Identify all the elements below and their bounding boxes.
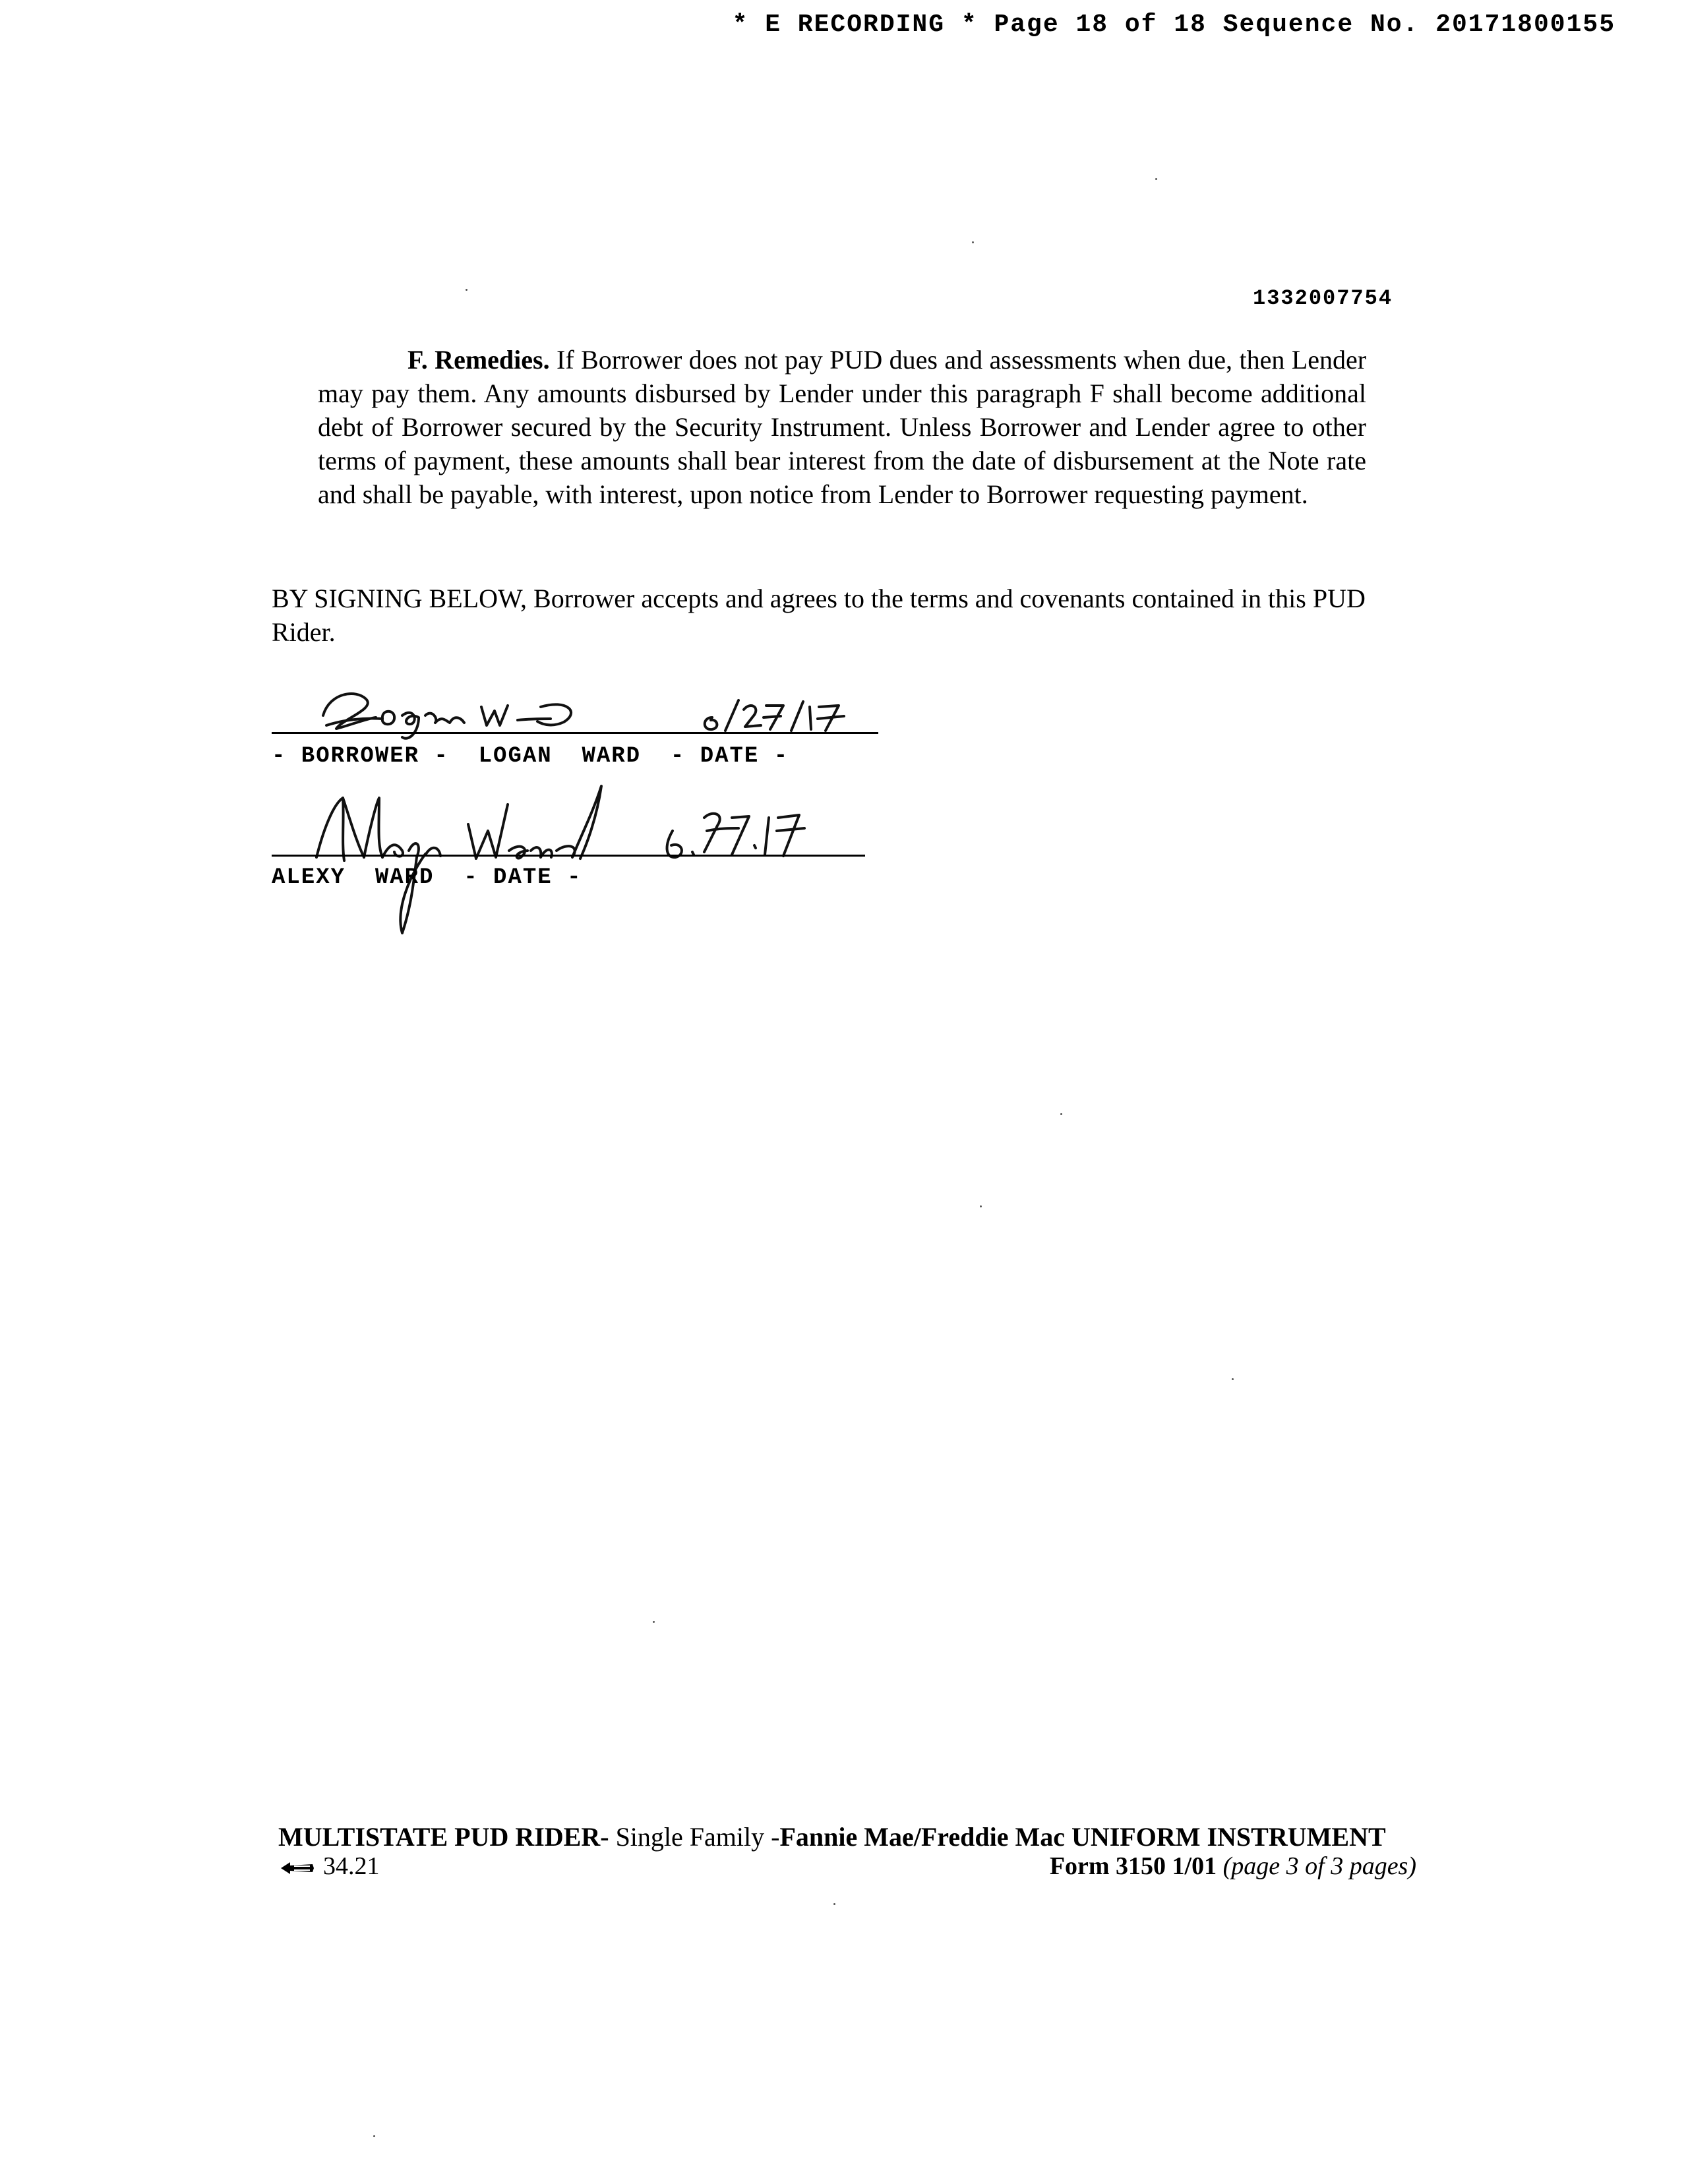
scan-speck: [653, 1621, 655, 1623]
signature-caption-1: - BORROWER - LOGAN WARD - DATE -: [272, 744, 789, 769]
scan-speck: [980, 1205, 982, 1207]
scan-speck: [466, 289, 467, 291]
page-info: (page 3 of 3 pages): [1222, 1852, 1416, 1880]
form-title-part2: Single Family -: [609, 1822, 780, 1852]
form-title-part1: MULTISTATE PUD RIDER-: [278, 1822, 609, 1852]
form-code: [278, 1852, 380, 1881]
remedies-paragraph: [318, 343, 1366, 511]
scan-speck: [833, 1903, 835, 1905]
loan-number: 1332007754: [1253, 286, 1393, 311]
signature-line-2: [272, 855, 865, 857]
signature-caption-2: ALEXY WARD - DATE -: [272, 865, 582, 890]
scan-speck: [972, 241, 974, 243]
signature-logan-ward: [303, 679, 884, 745]
signature-line-1: [272, 732, 878, 734]
publisher-logo-icon: [278, 1860, 316, 1877]
acknowledgment-text: BY SIGNING BELOW, Borrower accepts and agrees to the terms and covenants contained in this PUD Rider.: [272, 584, 1366, 647]
form-number: Form 3150 1/01: [1049, 1852, 1217, 1880]
form-code-text: 34.21: [323, 1852, 380, 1880]
scan-speck: [1155, 178, 1157, 180]
scan-speck: [1232, 1378, 1234, 1380]
scan-speck: [1060, 1113, 1062, 1115]
recording-header: * E RECORDING * Page 18 of 18 Sequence No. 20171800155: [732, 11, 1615, 39]
form-number-block: [1050, 1852, 1416, 1881]
form-title-part3: Fannie Mae/Freddie Mac UNIFORM INSTRUMENT: [779, 1822, 1386, 1852]
remedies-text: If Borrower does not pay PUD dues and assessments when due, then Lender may pay them. Any amounts disbursed by Lender under this paragraph F shall become additional debt of Borrower secured by the Security Instrument. Unless Borrower and Lender agree to other terms of payment, these amounts shall bear interest from the date of disbursement at the Note rate and shall be payable, with interest, upon notice from Lender to Borrower requesting payment.: [318, 345, 1367, 509]
form-title: [278, 1821, 1386, 1852]
remedies-heading: F. Remedies.: [407, 345, 550, 375]
scan-speck: [373, 2135, 375, 2137]
signature-alexy-ward: [303, 778, 884, 936]
